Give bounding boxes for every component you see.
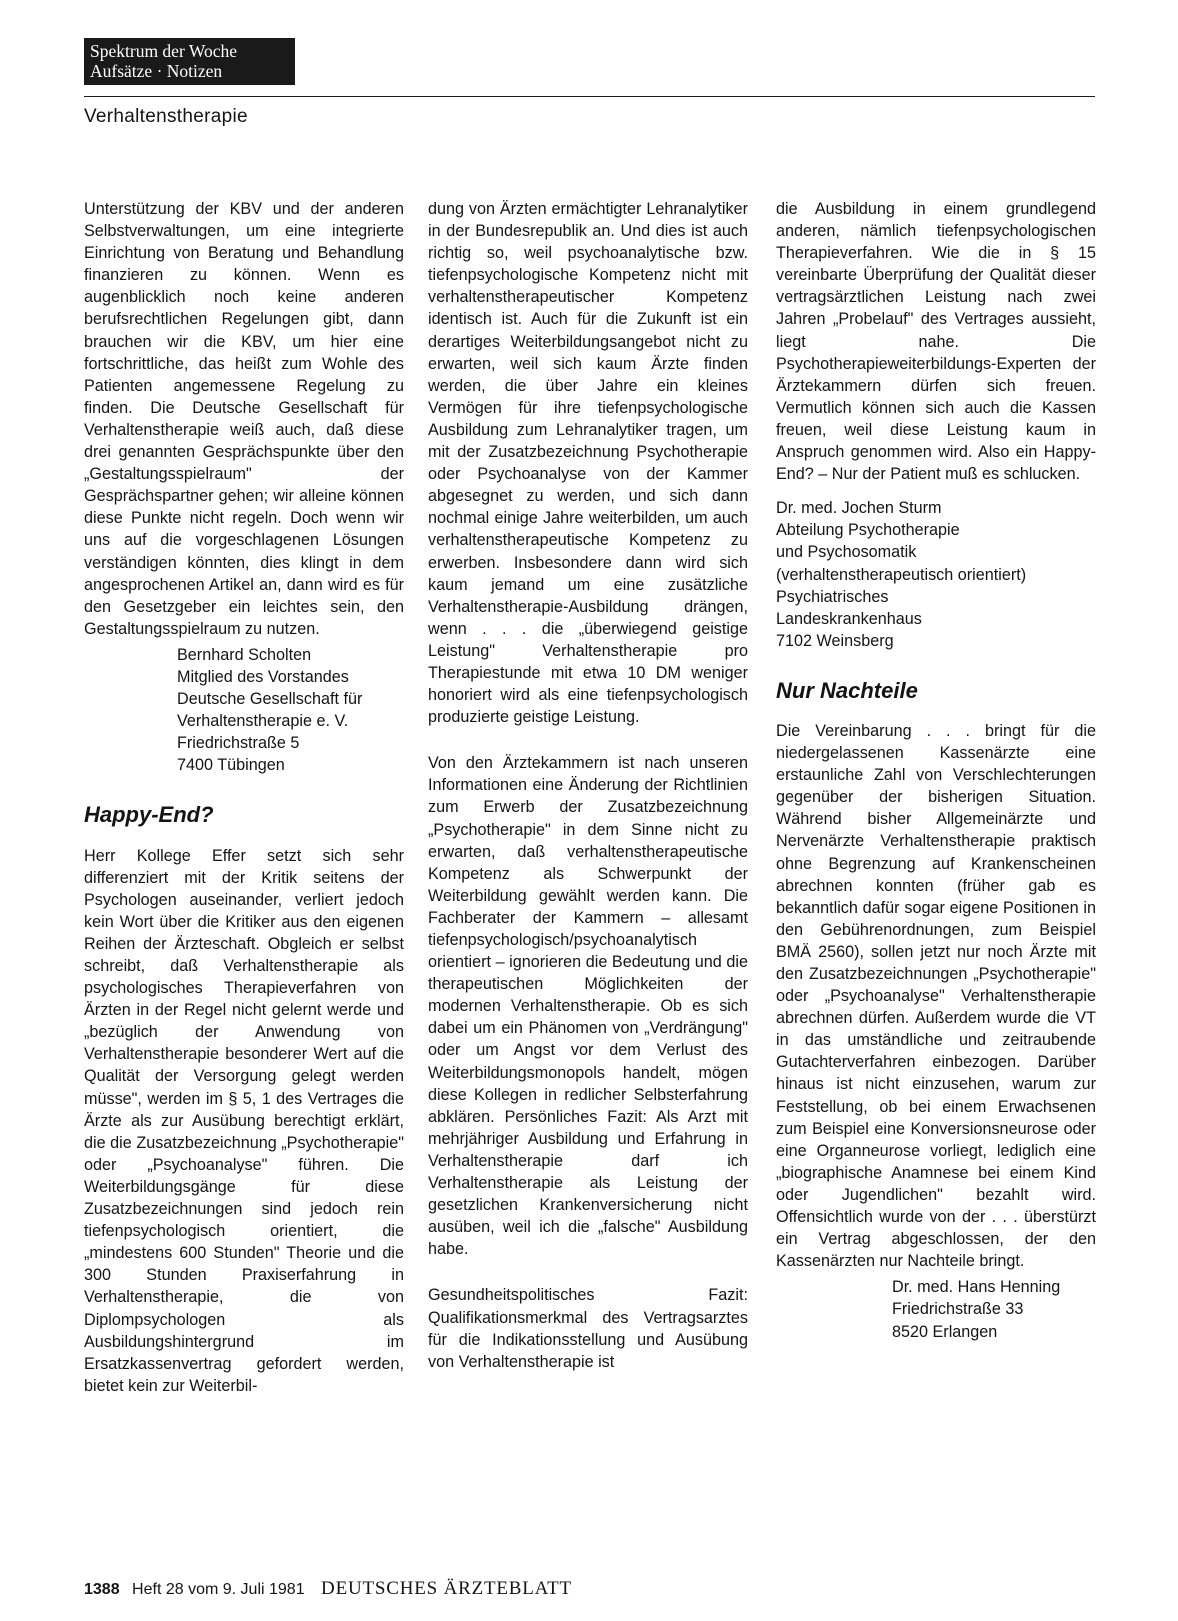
signature-line: Psychiatrisches [776, 587, 889, 606]
section-header-box [84, 38, 295, 85]
column-3 [776, 198, 1096, 1343]
signature-line: Mitglied des Vorstandes [177, 667, 349, 686]
col1-paragraph-2: Herr Kollege Effer setzt sich sehr differenziert mit der Kritik seitens der Psychologen auseinander, verliert jedoch kein Wort über die Kritiker aus den eigenen Reihen der Ärzteschaft. Obgleich er selbst schreibt, daß Verhaltenstherapie als psychologisches Therapieverfahren von Ärzten in der Regel nicht gelernt werde und „bezüglich der Anwendung von Verhaltenstherapie besonderer Wert auf die Qualität der Versorgung gelegt werden müsse", werden im § 5, 1 des Vertrages die Ärzte als zur Ausübung berechtigt erklärt, die die Zusatzbezeichnung „Psychotherapie" oder „Psychoanalyse" führen. Die Weiterbildungsgänge für diese Zusatzbezeichnungen sind jedoch rein tiefenpsychologisch orientiert, die „mindestens 600 Stunden" Theorie und die 300 Stunden Praxiserfahrung in Verhaltenstherapie, die von Diplompsychologen als Ausbildungshintergrund im Ersatzkassenvertrag gefordert werden, bietet kein zur Weiterbil- [84, 846, 404, 1395]
column-1 [84, 198, 404, 1397]
signature-line: (verhaltenstherapeutisch orientiert) [776, 565, 1027, 584]
section-label: Verhaltenstherapie [84, 106, 248, 127]
signature-sturm [776, 497, 1096, 652]
heading-happy-end: Happy-End? [84, 802, 214, 828]
heading-nur-nachteile: Nur Nachteile [776, 677, 918, 703]
signature-line: Landeskrankenhaus [776, 609, 922, 628]
col2-paragraph-3: Gesundheitspolitisches Fazit: Qualifikationsmerkmal des Vertragsarztes für die Indikationsstellung und Ausübung von Verhaltenstherapie ist [428, 1286, 748, 1371]
column-2 [428, 198, 748, 1373]
issue-info: Heft 28 vom 9. Juli 1981 [132, 1581, 305, 1598]
col2-paragraph-2: Von den Ärztekammern ist nach unseren Informationen eine Änderung der Richtlinien zum Erwerb der Zusatzbezeichnung „Psychotherapie" in dem Sinne nicht zu erwarten, daß verhaltenstherapeutische Kompetenz als Schwerpunkt der Weiterbildung gewählt werden kann. Die Fachberater der Kammern – allesamt tiefenpsychologisch/psychoanalytisch orientiert – ignorieren die Bedeutung und die therapeutischen Möglichkeiten der modernen Verhaltenstherapie. Ob es sich dabei um ein Phänomen von „Verdrängung" oder um Angst vor dem Verlust des Weiterbildungsmonopols handelt, mögen diese Kollegen in redlicher Selbsterfahrung abklären. Persönliches Fazit: Als Arzt mit mehrjähriger Ausbildung und Erfahrung in Verhaltenstherapie darf ich Verhaltenstherapie als Leistung der gesetzlichen Krankenversicherung nicht ausüben, weil ich die „falsche" Ausbildung habe. [428, 754, 748, 1259]
signature-line: Deutsche Gesellschaft für [177, 690, 363, 709]
signature-henning [776, 1276, 1096, 1342]
signature-line: 7400 Tübingen [177, 756, 285, 775]
signature-line: Verhaltenstherapie e. V. [177, 712, 349, 731]
signature-line: 7102 Weinsberg [776, 631, 894, 650]
signature-line: Friedrichstraße 33 [892, 1300, 1024, 1319]
col3-paragraph-1: die Ausbildung in einem grundlegend anderen, nämlich tiefenpsychologischen Therapieverfahren. Wie die in § 15 vereinbarte Überprüfung der Qualität dieser vertragsärztlichen Leistung nach zwei Jahren „Probelauf" des Vertrages aussieht, liegt nahe. Die Psychotherapieweiterbildungs-Experten der Ärztekammern dürfen sich freuen. Vermutlich können sich auch die Kassen freuen, weil diese Leistung kaum in Anspruch genommen wird. Also ein Happy-End? – Nur der Patient muß es schlucken. [776, 200, 1096, 484]
signature-line: 8520 Erlangen [892, 1322, 998, 1341]
signature-scholten [84, 644, 404, 777]
signature-line: und Psychosomatik [776, 543, 917, 562]
header-rule [84, 96, 1095, 97]
signature-line: Abteilung Psychotherapie [776, 521, 960, 540]
header-line-2: Aufsätze · Notizen [90, 61, 223, 81]
col1-paragraph-1: Unterstützung der KBV und der anderen Selbstverwaltungen, um eine integrierte Einrichtung von Beratung und Behandlung finanzieren zu können. Wenn es augenblicklich noch keine anderen berufsrechtlichen Regelungen gibt, dann brauchen wir die KBV, um hier eine fortschrittliche, das heißt zum Wohle des Patienten angemessene Regelung zu finden. Die Deutsche Gesellschaft für Verhaltenstherapie weiß auch, daß diese drei genannten Gesprächspunkte über den „Gestaltungsspielraum" der Gesprächspartner gehen; wir alleine können diese Punkte nicht regeln. Doch wenn wir uns auf die vorgeschlagenen Lösungen verständigen könnten, dies klingt in dem angesprochenen Artikel an, dann wird es für den Gesetzgeber ein leichtes sein, den Gestaltungsspielraum zu nutzen. [84, 200, 404, 638]
col2-paragraph-1: dung von Ärzten ermächtigter Lehranalytiker in der Bundesrepublik an. Und dies ist auch richtig so, weil psychoanalytische bzw. tiefenpsychologische Kompetenz nicht mit verhaltenstherapeutischer Kompetenz identisch ist. Auch für die Zukunft ist ein derartiges Weiterbildungsangebot nicht zu erwarten, weil sich kaum Ärzte finden werden, die über Jahre ein kleines Vermögen für ihre tiefenpsychologische Ausbildung zum Lehranalytiker tragen, um mit der Zusatzbezeichnung Psychotherapie oder Psychoanalyse von der Kammer abgesegnet zu werden, und sich dann nochmal einige Jahre weiterbilden, um auch verhaltenstherapeutische Kompetenz zu erwerben. Insbesondere dann wird sich kaum jemand um eine zusätzliche Verhaltenstherapie-Ausbildung drängen, wenn . . . die „überwiegend geistige Leistung" Verhaltenstherapie pro Therapiestunde mit etwa 10 DM weniger honoriert wird als eine tiefenpsychologisch produzierte geistige Leistung. [428, 200, 748, 727]
header-line-1: Spektrum der Woche [90, 41, 237, 61]
col3-paragraph-2: Die Vereinbarung . . . bringt für die niedergelassenen Kassenärzte eine erstaunliche Zahl von Verschlechterungen gegenüber der bisherigen Situation. Während bisher Allgemeinärzte und Nervenärzte Verhaltenstherapie praktisch ohne Begrenzung auf Krankenscheinen abrechnen konnten (früher gab es bekanntlich dafür sogar eigene Positionen in den Gebührenordnungen, zum Beispiel BMÄ 2560), sollen jetzt nur noch Ärzte mit den Zusatzbezeichnungen „Psychotherapie" oder „Psychoanalyse" Verhaltenstherapie abrechnen dürfen. Außerdem wurde die VT in das umständliche und zeitraubende Gutachterverfahren einbezogen. Darüber hinaus ist nicht einzusehen, warum zur Feststellung, ob bei einem Erwachsenen zum Beispiel eine Konversionsneurose oder eine Organneurose vorliegt, lediglich eine „biographische Anamnese bei einem Kind oder Jugendlichen" bezahlt wird. Offensichtlich wurde von der . . . überstürzt ein Vertrag abgeschlossen, der den Kassenärzten nur Nachteile bringt. [776, 721, 1096, 1271]
page-footer [84, 1578, 572, 1600]
signature-line: Dr. med. Jochen Sturm [776, 499, 942, 518]
signature-line: Friedrichstraße 5 [177, 734, 300, 753]
signature-line: Dr. med. Hans Henning [892, 1278, 1061, 1297]
journal-name: DEUTSCHES ÄRZTEBLATT [321, 1578, 572, 1599]
signature-line: Bernhard Scholten [177, 645, 312, 664]
page-number: 1388 [84, 1581, 120, 1598]
